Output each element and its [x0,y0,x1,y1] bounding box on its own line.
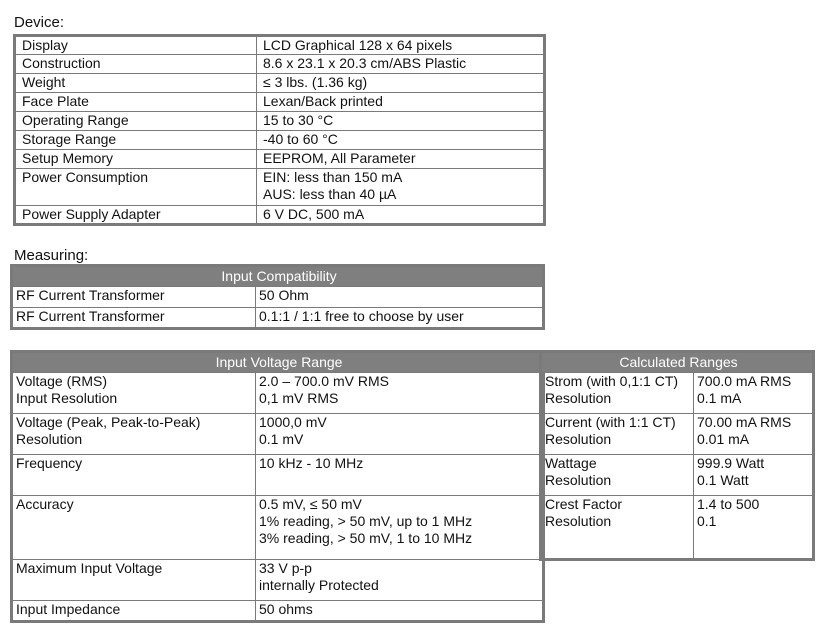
spec-label-cell-line: Accuracy [16,496,74,512]
spec-value-cell [256,287,544,308]
table-row [15,36,545,55]
table-row [15,206,545,225]
spec-label-cell [15,55,257,74]
table-row [12,601,544,622]
spec-value-cell-line: ≤ 3 lbs. (1.36 kg) [263,74,368,90]
table-row [541,455,814,496]
spec-value-cell-line: 1.4 to 500 [697,496,760,512]
spec-label-cell-line: Current (with 1:1 CT) [545,414,676,430]
spec-label-cell-line: Frequency [16,455,83,471]
spec-label-cell [15,131,257,150]
spec-value-cell-line: 0.1 mA [697,390,742,406]
spec-value-cell-line: LCD Graphical 128 x 64 pixels [263,37,453,53]
spec-label-cell [15,93,257,112]
spec-label-cell-line: Power Supply Adapter [22,206,161,222]
spec-value-cell-line: 3% reading, > 50 mV, 1 to 10 MHz [259,530,473,546]
spec-value-cell-line: 1% reading, > 50 mV, up to 1 MHz [259,513,473,529]
spec-label-cell-line: Wattage [545,455,597,471]
spec-value-cell-line: 6 V DC, 500 mA [263,206,365,222]
spec-value-cell-line: -40 to 60 °C [263,131,338,147]
spec-label-cell-line: Power Consumption [22,169,149,185]
spec-label-cell [15,150,257,169]
spec-label-cell [12,414,256,455]
device-section-label: Device: [14,14,65,31]
spec-value-cell-line: 33 V p-p [259,560,312,576]
spec-label-cell [12,455,256,496]
input-voltage-range-header: Input Voltage Range [12,352,544,373]
spec-value-cell-line: 50 Ohm [259,287,309,303]
spec-value-cell-line: EEPROM, All Parameter [263,150,416,166]
spec-label-cell [541,455,694,496]
spec-value-cell [256,308,544,329]
spec-label-cell-line: Resolution [545,472,612,488]
spec-value-cell-line: 700.0 mA RMS [697,373,792,389]
spec-label-cell [541,373,694,414]
spec-value-cell [256,560,544,601]
spec-value-cell-line: 0.5 mV, ≤ 50 mV [259,496,362,512]
input-compatibility-header: Input Compatibility [12,266,544,287]
spec-label-cell [541,414,694,455]
table-row [12,496,544,560]
spec-label-cell [12,601,256,622]
spec-label-cell [541,496,694,560]
spec-value-cell [257,206,545,225]
spec-label-cell-line: Weight [22,74,66,90]
spec-value-cell [694,496,814,560]
calculated-ranges-header: Calculated Ranges [541,352,814,373]
spec-label-cell [12,373,256,414]
spec-label-cell-line: Strom (with 0,1:1 CT) [545,373,679,389]
measuring-section-label: Measuring: [14,247,89,264]
spec-value-cell-line: 15 to 30 °C [263,112,334,128]
input-voltage-range-table [10,350,545,623]
spec-value-cell [256,601,544,622]
spec-label-cell-line: Crest Factor [545,496,623,512]
table-row [541,414,814,455]
table-row [15,112,545,131]
spec-value-cell-line: internally Protected [259,577,379,593]
spec-label-cell-line: Construction [22,55,101,71]
spec-label-cell-line: Maximum Input Voltage [16,560,163,576]
spec-label-cell-line: Voltage (RMS) [16,373,108,389]
spec-value-cell-line: 0.1:1 / 1:1 free to choose by user [259,308,464,324]
table-row [12,373,544,414]
spec-value-cell-line: 10 kHz - 10 MHz [259,455,364,471]
table-row [12,560,544,601]
spec-value-cell-line: 1000,0 mV [259,414,327,430]
spec-value-cell [257,36,545,55]
spec-value-cell [257,55,545,74]
spec-label-cell [15,74,257,93]
spec-label-cell-line: Resolution [545,431,612,447]
spec-label-cell-line: Resolution [545,390,612,406]
spec-value-cell-line: 0.1 Watt [697,472,749,488]
spec-label-cell-line: Resolution [545,513,612,529]
spec-label-cell [12,308,256,329]
spec-value-cell [694,373,814,414]
spec-value-cell [256,414,544,455]
spec-value-cell [257,93,545,112]
spec-value-cell-line: 70.00 mA RMS [697,414,792,430]
spec-label-cell-line: Resolution [16,431,83,447]
table-row [15,150,545,169]
spec-label-cell [15,169,257,206]
spec-value-cell [257,112,545,131]
table-row [12,308,544,329]
spec-label-cell [15,36,257,55]
spec-value-cell-line: 0.1 [697,513,717,529]
spec-value-cell [257,74,545,93]
table-row [15,169,545,206]
spec-value-cell-line: 0,1 mV RMS [259,390,339,406]
spec-label-cell-line: Face Plate [22,93,89,109]
spec-value-cell [257,131,545,150]
table-row [15,74,545,93]
spec-label-cell [12,287,256,308]
table-row [15,131,545,150]
table-row [541,496,814,560]
spec-value-cell-line: EIN: less than 150 mA [263,169,403,185]
spec-label-cell-line: RF Current Transformer [16,308,165,324]
input-compatibility-table [10,264,545,330]
spec-label-cell [12,560,256,601]
table-row [541,373,814,414]
table-row [15,93,545,112]
calculated-ranges-table [539,350,815,561]
table-row [15,55,545,74]
spec-label-cell-line: Operating Range [22,112,129,128]
spec-label-cell-line: Setup Memory [22,150,114,166]
spec-value-cell-line: 8.6 x 23.1 x 20.3 cm/ABS Plastic [263,55,467,71]
spec-value-cell [257,169,545,206]
spec-value-cell [256,496,544,560]
spec-value-cell-line: 0.1 mV [259,431,304,447]
spec-label-cell-line: Input Impedance [16,601,121,617]
spec-value-cell-line: 2.0 – 700.0 mV RMS [259,373,389,389]
spec-value-cell [694,414,814,455]
spec-label-cell [15,112,257,131]
spec-value-cell [257,150,545,169]
spec-value-cell [256,455,544,496]
spec-value-cell-line: 0.01 mA [697,431,750,447]
spec-value-cell-line: 50 ohms [259,601,313,617]
spec-value-cell-line: Lexan/Back printed [263,93,383,109]
spec-label-cell-line: RF Current Transformer [16,287,165,303]
spec-value-cell-line: 999.9 Watt [697,455,765,471]
spec-label-cell-line: Voltage (Peak, Peak-to-Peak) [16,414,201,430]
spec-label-cell-line: Display [22,37,68,53]
table-row [12,455,544,496]
spec-value-cell-line: AUS: less than 40 µA [263,186,397,202]
spec-label-cell [12,496,256,560]
spec-label-cell [15,206,257,225]
spec-value-cell [256,373,544,414]
table-row [12,287,544,308]
spec-label-cell-line: Storage Range [22,131,117,147]
spec-value-cell [694,455,814,496]
device-spec-table [13,34,546,226]
spec-label-cell-line: Input Resolution [16,390,118,406]
table-row [12,414,544,455]
